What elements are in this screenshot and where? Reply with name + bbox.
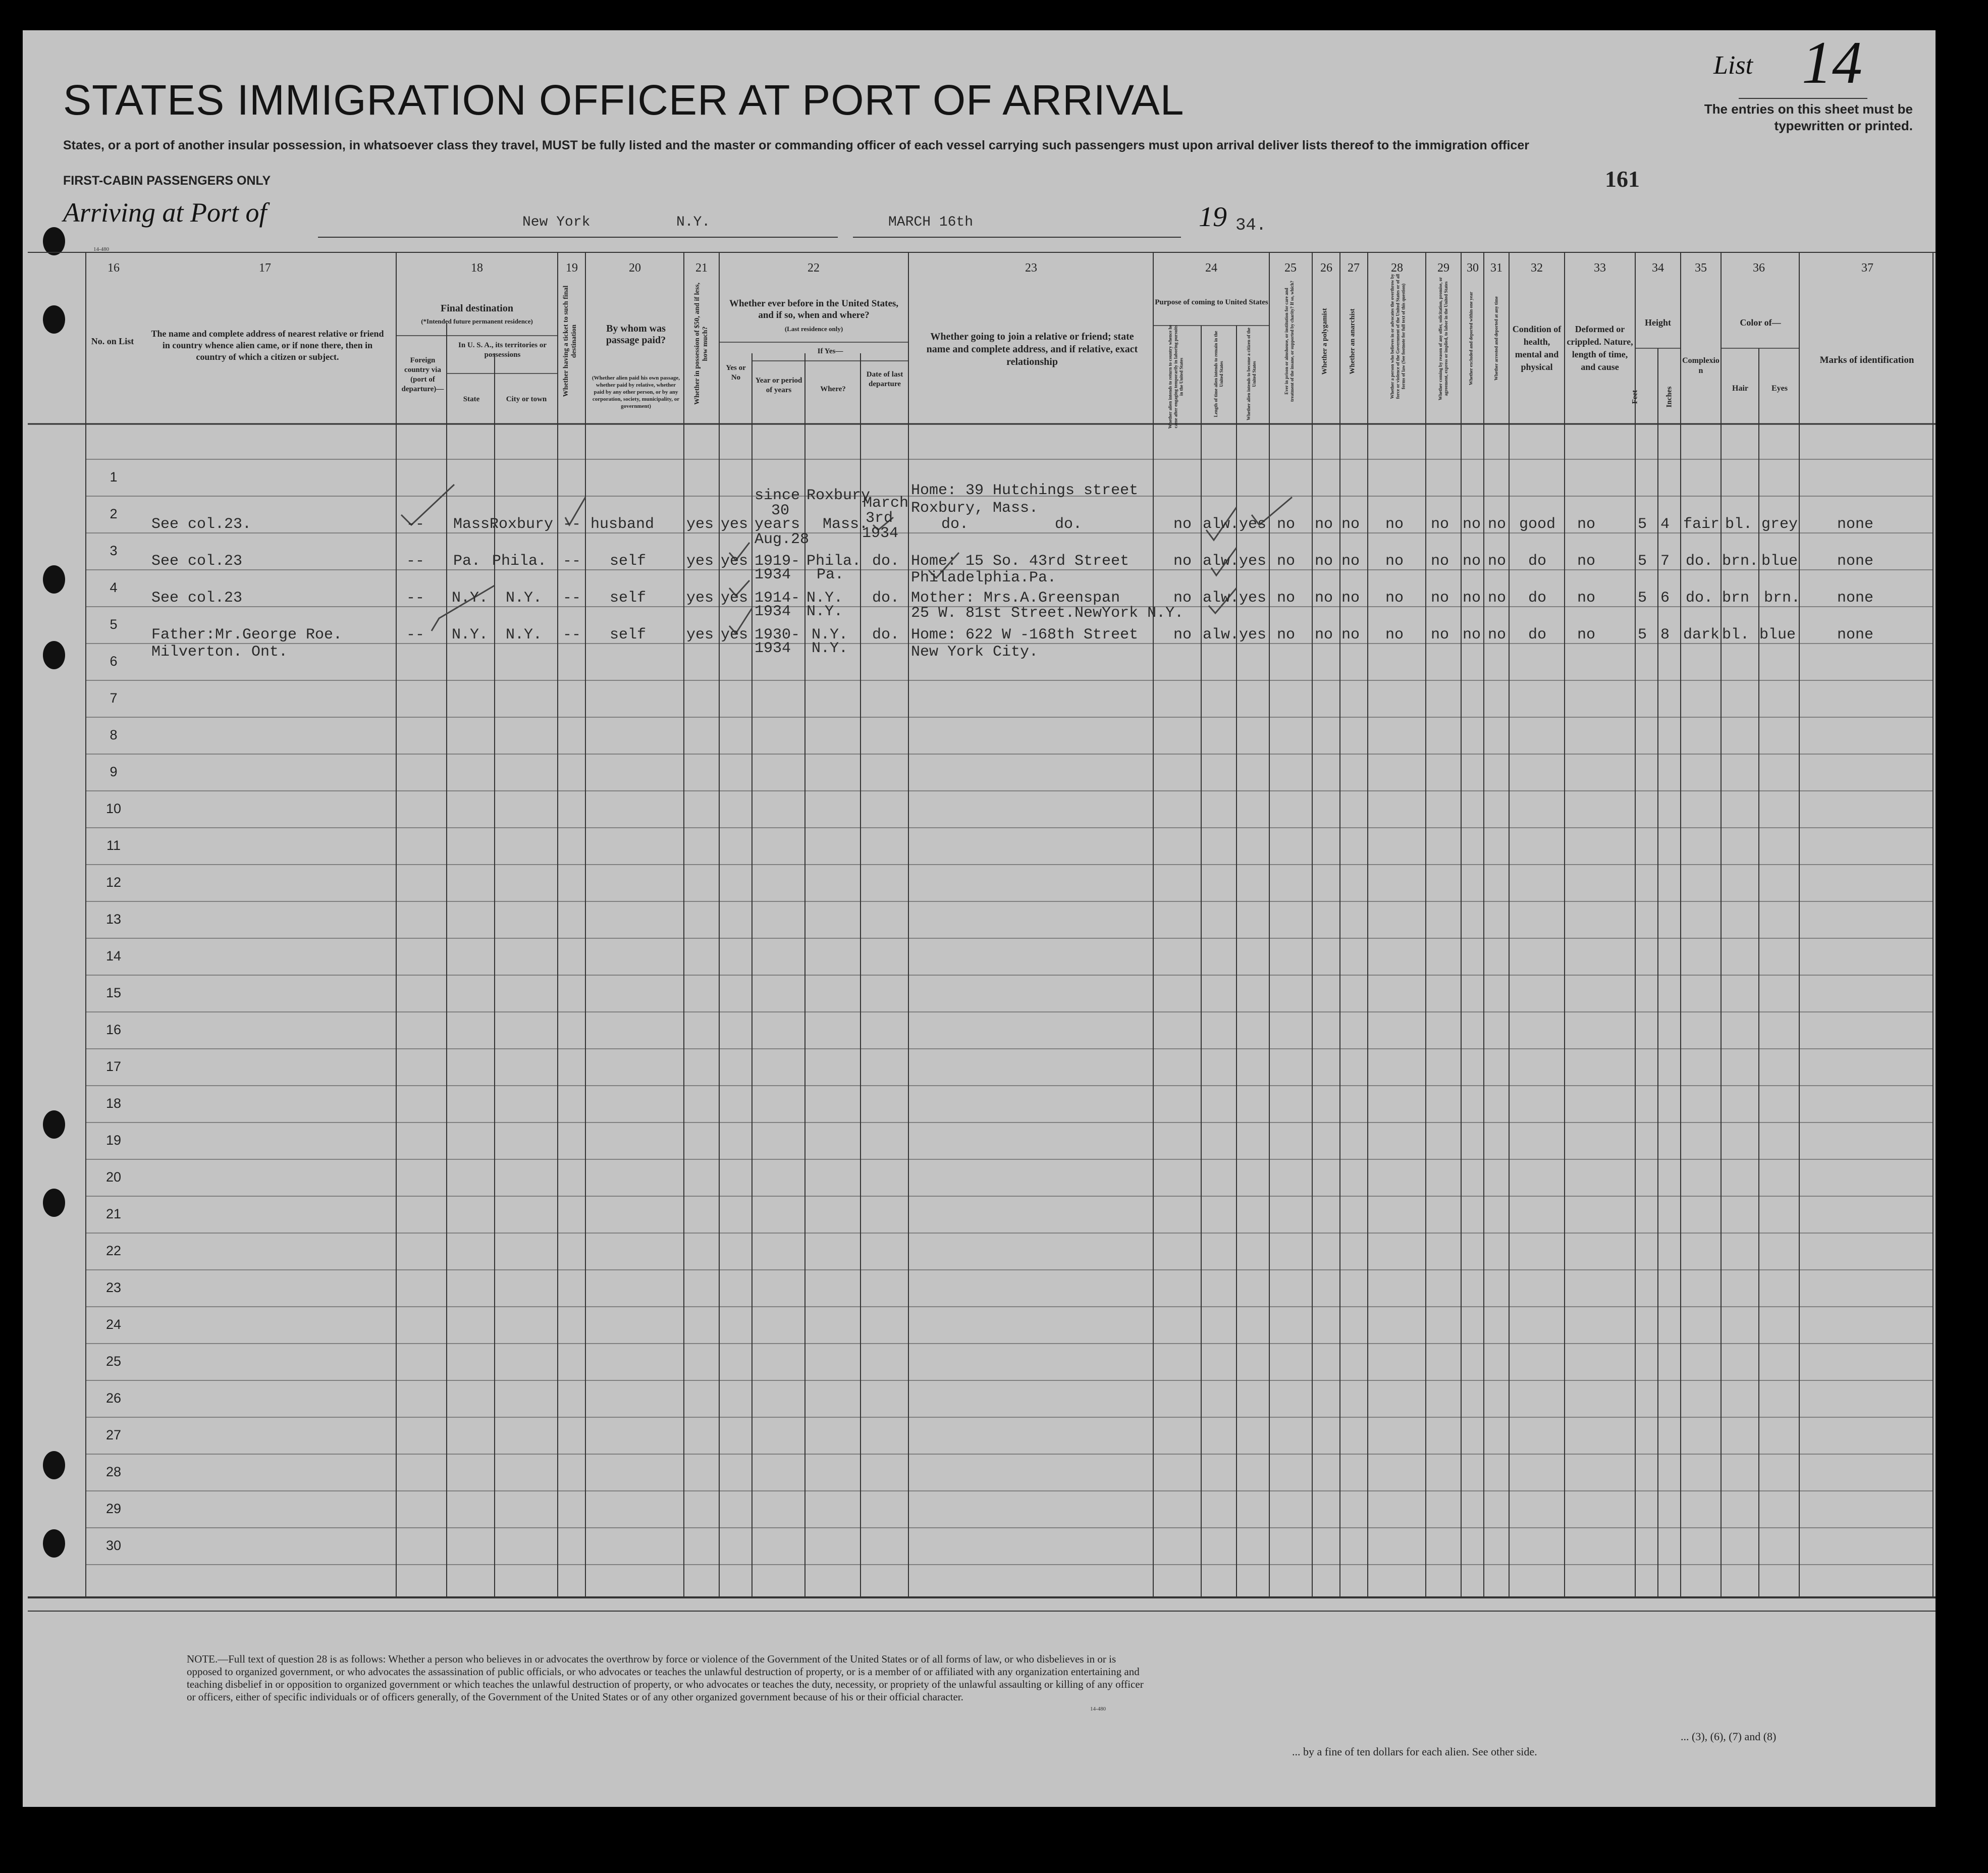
col-number: 36 xyxy=(1753,261,1765,275)
row-rules xyxy=(86,459,1933,1565)
entry-period: 1934 xyxy=(755,566,791,583)
col-number: 31 xyxy=(1490,261,1502,275)
class-line: FIRST-CABIN PASSENGERS ONLY xyxy=(63,174,271,188)
entry-c30: no xyxy=(1463,590,1481,607)
entry-prison: no xyxy=(1277,626,1296,644)
header-state: State xyxy=(463,395,480,403)
entry-length: alw. xyxy=(1203,516,1240,533)
row-number: 12 xyxy=(105,875,122,890)
entry-c31: no xyxy=(1488,626,1507,644)
col-number: 35 xyxy=(1695,261,1707,275)
entry-relative: See col.23 xyxy=(151,590,243,607)
entry-period: 1930- xyxy=(755,626,800,644)
entry-marks: none xyxy=(1837,516,1874,533)
column-rules xyxy=(86,252,1933,1597)
entry-polygamist: no xyxy=(1315,626,1333,644)
header-passage-paid: By whom was passage paid? xyxy=(606,323,666,346)
year-prefix: 19 xyxy=(1199,201,1227,233)
entry-money: yes xyxy=(686,553,714,570)
entry-c31: no xyxy=(1488,553,1507,570)
entry-feet: 5 xyxy=(1638,516,1647,533)
entry-c28: no xyxy=(1385,553,1404,570)
entry-hair: bl. xyxy=(1725,516,1753,533)
entry-departure: do. xyxy=(872,626,900,644)
row-number: 11 xyxy=(106,838,121,853)
entry-c28: no xyxy=(1385,626,1404,644)
form-code-top: 14-480 xyxy=(93,246,110,252)
col-number: 24 xyxy=(1205,261,1217,275)
arrival-date: MARCH 16th xyxy=(888,215,974,230)
entry-period: Aug.28 xyxy=(755,531,810,548)
header-color-of: Color of— xyxy=(1740,317,1781,328)
entry-anarchist: no xyxy=(1341,590,1360,607)
header-prison: Ever in prison or almshouse, or institution for care and treatment of the insane, or supported by charity? If so, which? xyxy=(1284,281,1295,402)
entry-departure: do. xyxy=(872,590,900,607)
row-number: 30 xyxy=(105,1538,122,1553)
entry-hair: brn xyxy=(1722,590,1750,607)
header-where: Where? xyxy=(820,385,846,393)
row-number: 28 xyxy=(105,1464,122,1479)
form-title: STATES IMMIGRATION OFFICER AT PORT OF ARRIVAL xyxy=(63,76,1185,124)
entry-deformed: no xyxy=(1577,553,1596,570)
header-ticket: Whether having a ticket to such final destination xyxy=(562,285,578,397)
row-number: 19 xyxy=(105,1133,122,1148)
header-yes-no: Yes or No xyxy=(726,364,746,382)
header-purpose-length: Length of time alien intends to remain in the United States xyxy=(1213,331,1224,417)
entry-prison: no xyxy=(1277,516,1296,533)
entry-return: no xyxy=(1173,590,1192,607)
entry-length: alw. xyxy=(1203,590,1240,607)
entry-eyes: grey xyxy=(1761,516,1798,533)
entry-period: 1934 xyxy=(755,640,791,657)
entry-health: good xyxy=(1519,516,1556,533)
entry-relative: See col.23 xyxy=(151,553,243,570)
header-passage-paid-sub: (Whether alien paid his own passage, whether paid by relative, whether paid by any other person, or by any corporation, society, municipality, or government) xyxy=(592,375,680,409)
entry-c29: no xyxy=(1431,516,1449,533)
col-number: 23 xyxy=(1025,261,1037,275)
entry-c29: no xyxy=(1431,590,1449,607)
entry-inches: 8 xyxy=(1660,626,1670,644)
entry-c29: no xyxy=(1431,626,1449,644)
entry-c28: no xyxy=(1385,516,1404,533)
entry-return: no xyxy=(1173,516,1192,533)
entry-join: New York City. xyxy=(911,644,1039,661)
entry-deformed: no xyxy=(1577,626,1596,644)
entry-citizen: yes xyxy=(1239,626,1267,644)
header-arrested: Whether arrested and deported at any time xyxy=(1493,296,1499,381)
entry-eyes: brn. xyxy=(1764,590,1801,607)
header-purpose-return: Whether alien intends to return to country whence he came after engaging temporarily in laboring pursuits in the United States xyxy=(1167,325,1184,429)
row-number: 26 xyxy=(105,1390,122,1406)
col-number: 18 xyxy=(471,261,483,275)
entry-where: Pa. xyxy=(817,566,844,583)
entry-state: N.Y. xyxy=(452,626,489,644)
entry-departure: March xyxy=(863,495,909,512)
col-number: 34 xyxy=(1652,261,1664,275)
entry-marks: none xyxy=(1837,626,1874,644)
entry-paid-by: self xyxy=(610,626,647,644)
entry-departure: do. xyxy=(872,553,900,570)
col-number: 20 xyxy=(629,261,641,275)
header-labor-offer: Whether coming by reason of any offer, solicitation, promise, or agreement, express or implied, to labor in the United States xyxy=(1438,277,1448,401)
entry-paid-by: self xyxy=(610,590,647,607)
entry-before: yes xyxy=(721,590,748,607)
underlying-page-text: ... (3), (6), (7) and (8) xyxy=(1681,1730,1777,1743)
header-money: Whether in possession of $50, and if less, how much? xyxy=(693,282,709,405)
entry-relative: Father:Mr.George Roe. xyxy=(151,626,343,644)
header-date-last-departure: Date of last departure xyxy=(866,370,903,388)
entry-feet: 5 xyxy=(1638,626,1647,644)
header-marks: Marks of identification xyxy=(1819,355,1914,365)
entry-period: 1914- xyxy=(755,590,800,607)
row-number: 22 xyxy=(105,1243,122,1258)
entry-join-do: do. xyxy=(941,516,969,533)
entry-complexion: dark xyxy=(1683,626,1720,644)
entry-join: Home: 39 Hutchings street xyxy=(911,482,1139,499)
entry-money: yes xyxy=(686,590,714,607)
header-final-destination: Final destination xyxy=(441,303,513,314)
entry-foreign: -- xyxy=(406,590,425,607)
entry-where: N.Y. xyxy=(812,626,848,644)
row-number: 3 xyxy=(110,543,118,558)
row-number: 24 xyxy=(105,1317,122,1332)
col-number: 19 xyxy=(566,261,578,275)
entry-prison: no xyxy=(1277,590,1296,607)
entry-state: Mass. xyxy=(453,516,499,533)
entry-marks: none xyxy=(1837,590,1874,607)
entry-before: yes xyxy=(721,516,748,533)
entry-length: alw. xyxy=(1203,553,1240,570)
row-number: 21 xyxy=(105,1206,122,1221)
entry-inches: 7 xyxy=(1660,553,1670,570)
header-deformed: Deformed or crippled. Nature, length of time, and cause xyxy=(1567,324,1633,372)
entry-foreign: -- xyxy=(406,626,425,644)
intro-text: States, or a port of another insular possession, in whatsoever class they travel, MUST be fully listed and the master or commanding officer of each vessel carrying such passengers must upon arrival deliver lists thereof to the immigration officer xyxy=(63,138,1529,152)
entry-hair: bl. xyxy=(1722,626,1750,644)
entry-length: alw. xyxy=(1203,626,1240,644)
entry-feet: 5 xyxy=(1638,590,1647,607)
row-number: 18 xyxy=(105,1096,122,1111)
row-number: 5 xyxy=(110,617,118,632)
entry-before: yes xyxy=(721,553,748,570)
header-hair: Hair xyxy=(1732,384,1748,393)
header-ever-before: Whether ever before in the United States, and if so, when and where? xyxy=(729,298,899,320)
entry-marks: none xyxy=(1837,553,1874,570)
entry-join-do: do. xyxy=(1055,516,1083,533)
entry-where: Roxbury xyxy=(807,487,871,504)
underlying-page-text: ... by a fine of ten dollars for each alien. See other side. xyxy=(1292,1745,1537,1758)
header-complexion: Complexion xyxy=(1682,356,1720,375)
entry-join: 25 W. 81st Street.NewYork N.Y. xyxy=(911,605,1184,622)
entry-health: do xyxy=(1528,590,1547,607)
entry-c30: no xyxy=(1463,516,1481,533)
entry-return: no xyxy=(1173,626,1192,644)
header-purpose: Purpose of coming to United States xyxy=(1155,298,1268,306)
entry-relative: Milverton. Ont. xyxy=(151,644,288,661)
header-anarchist: Whether an anarchist xyxy=(1349,308,1357,374)
entry-anarchist: no xyxy=(1341,553,1360,570)
row-number: 14 xyxy=(105,948,122,964)
entry-ticket: -- xyxy=(563,553,581,570)
row-number: 15 xyxy=(105,985,122,1000)
entry-citizen: yes xyxy=(1239,516,1267,533)
entry-foreign: -- xyxy=(406,553,425,570)
entry-period: 1934 xyxy=(755,603,791,620)
entry-prison: no xyxy=(1277,553,1296,570)
entry-citizen: yes xyxy=(1239,553,1267,570)
header-no-on-list: No. on List xyxy=(91,336,134,346)
entry-c29: no xyxy=(1431,553,1449,570)
entry-departure: 1934 xyxy=(862,525,899,542)
entry-eyes: blue xyxy=(1759,626,1796,644)
row-number: 27 xyxy=(105,1427,122,1442)
header-ever-before-sub: (Last residence only) xyxy=(784,325,843,333)
header-height: Height xyxy=(1645,317,1671,328)
entry-complexion: do. xyxy=(1686,553,1713,570)
row-number: 13 xyxy=(105,912,122,927)
col-number: 27 xyxy=(1348,261,1360,275)
header-year-period: Year or period of years xyxy=(755,377,802,394)
entry-deformed: no xyxy=(1577,516,1596,533)
typewritten-instruction: The entries on this sheet must be typewritten or printed. xyxy=(1704,101,1913,133)
entry-ticket: -- xyxy=(563,626,581,644)
row-number: 1 xyxy=(110,469,118,485)
row-number: 6 xyxy=(110,654,118,669)
col-number: 22 xyxy=(808,261,820,275)
col-number: 28 xyxy=(1391,261,1403,275)
entry-period: years xyxy=(755,516,800,533)
entry-where: Mass. xyxy=(823,516,869,533)
entry-relative: See col.23. xyxy=(151,516,252,533)
entry-money: yes xyxy=(686,516,714,533)
entry-anarchist: no xyxy=(1341,626,1360,644)
col-number: 25 xyxy=(1284,261,1297,275)
entry-c31: no xyxy=(1488,516,1507,533)
entry-departure: 3rd xyxy=(866,510,893,527)
entry-join: Roxbury, Mass. xyxy=(911,500,1039,517)
entry-money: yes xyxy=(686,626,714,644)
entry-join: Home: 622 W -168th Street xyxy=(911,626,1139,644)
header-city: City or town xyxy=(506,395,547,403)
entry-join: Mother: Mrs.A.Greenspan xyxy=(911,590,1120,607)
year-suffix: 34. xyxy=(1235,216,1267,235)
entry-polygamist: no xyxy=(1315,516,1333,533)
entry-c31: no xyxy=(1488,590,1507,607)
entry-paid-by: husband xyxy=(590,516,655,533)
entry-city: Roxbury xyxy=(490,516,554,533)
entry-complexion: do. xyxy=(1686,590,1713,607)
col-number: 29 xyxy=(1437,261,1449,275)
entry-paid-by: self xyxy=(610,553,647,570)
header-purpose-citizen: Whether alien intends to become a citizen of the United States xyxy=(1246,328,1257,420)
entry-inches: 4 xyxy=(1660,516,1670,533)
entry-feet: 5 xyxy=(1638,553,1647,570)
entry-polygamist: no xyxy=(1315,553,1333,570)
row-number: 16 xyxy=(105,1022,122,1037)
list-number: 14 xyxy=(1802,29,1862,96)
header-inches: Inches xyxy=(1665,386,1674,408)
entry-where: Phila. xyxy=(807,553,862,570)
port-name: New York xyxy=(522,215,590,230)
entry-c28: no xyxy=(1385,590,1404,607)
header-if-yes: If Yes— xyxy=(817,347,843,355)
header-final-destination-sub: (*Intended future permanent residence) xyxy=(421,317,533,325)
entry-before: yes xyxy=(721,626,748,644)
header-in-usa: In U. S. A., its territories or possessions xyxy=(458,341,547,359)
row-number: 29 xyxy=(105,1501,122,1516)
entry-period: 30 xyxy=(771,502,790,519)
header-relative-address: The name and complete address of nearest relative or friend in country whence alien came, or if none there, then in country of which a citizen or subject. xyxy=(151,329,384,362)
row-number: 4 xyxy=(110,580,118,595)
entry-eyes: blue xyxy=(1761,553,1798,570)
list-label: List xyxy=(1713,51,1753,80)
row-number: 23 xyxy=(105,1280,122,1295)
header-feet: Feet xyxy=(1631,390,1639,404)
entry-ticket: -- xyxy=(563,590,581,607)
row-number: 9 xyxy=(110,764,118,779)
header-polygamist: Whether a polygamist xyxy=(1321,308,1329,375)
entry-return: no xyxy=(1173,553,1192,570)
entry-city: N.Y. xyxy=(506,626,543,644)
header-foreign-country: Foreign country via (port of departure)— xyxy=(401,356,444,393)
entry-period: 1919- xyxy=(755,553,800,570)
row-number: 17 xyxy=(105,1059,122,1074)
entry-period: since xyxy=(755,487,800,504)
entry-health: do xyxy=(1528,626,1547,644)
header-going-to-join: Whether going to join a relative or friend; state name and complete address, and if relative, exact relationship xyxy=(926,331,1138,367)
col-number: 26 xyxy=(1320,261,1332,275)
row-number: 25 xyxy=(105,1354,122,1369)
header-excluded: Whether excluded and deported within one year xyxy=(1468,291,1474,386)
entry-polygamist: no xyxy=(1315,590,1333,607)
entry-state: Pa. xyxy=(453,553,481,570)
entry-city: Phila. xyxy=(492,553,547,570)
entry-deformed: no xyxy=(1577,590,1596,607)
row-number: 7 xyxy=(110,690,118,706)
col-number: 37 xyxy=(1861,261,1873,275)
entry-state: N.Y. xyxy=(452,590,489,607)
entry-inches: 6 xyxy=(1660,590,1670,607)
col-number: 16 xyxy=(108,261,120,275)
header-health: Condition of health, mental and physical xyxy=(1512,324,1562,372)
entry-c30: no xyxy=(1463,626,1481,644)
col-number: 33 xyxy=(1594,261,1606,275)
entry-hair: brn. xyxy=(1722,553,1759,570)
col-number: 30 xyxy=(1467,261,1479,275)
row-number: 8 xyxy=(110,727,118,742)
entry-citizen: yes xyxy=(1239,590,1267,607)
entry-ticket: -- xyxy=(563,516,581,533)
row-number: 10 xyxy=(105,801,122,816)
arriving-label: Arriving at Port of xyxy=(63,197,267,228)
col-number: 21 xyxy=(695,261,708,275)
row-number: 2 xyxy=(110,506,118,521)
entry-join: Philadelphia.Pa. xyxy=(911,569,1057,586)
entry-city: N.Y. xyxy=(506,590,543,607)
entry-c30: no xyxy=(1463,553,1481,570)
form-code-bottom: 14-480 xyxy=(1090,1706,1106,1712)
entry-where: N.Y. xyxy=(807,590,843,607)
sheet-number: 161 xyxy=(1605,166,1640,192)
col-number: 17 xyxy=(259,261,271,275)
col-number: 32 xyxy=(1531,261,1543,275)
entry-health: do xyxy=(1528,553,1547,570)
row-number: 20 xyxy=(105,1169,122,1185)
entry-foreign: -- xyxy=(406,516,425,533)
entry-where: N.Y. xyxy=(812,640,848,657)
entry-anarchist: no xyxy=(1341,516,1360,533)
entry-where: N.Y. xyxy=(807,603,843,620)
question-28-note: NOTE.—Full text of question 28 is as follows: Whether a person who believes in or advocates the overthrow by force or violence of the Government of the United States or of all forms of law, or who disbelieves in or is opposed to organized government, or who advocates the assassination of public officials, or who advocates or teaches the unlawful destruction of property, or is a member of or affiliated with any organization entertaining and teaching disbelief in or opposition to organized government or which teaches the unlawful destruction of property, or who advocates or teaches the duty, necessity, or propriety of the unlawful assaulting or killing of any officer or officers, either of specific individuals or of officers generally, of the Government of the United States or of any other organized government because of his or their official character. xyxy=(187,1653,1144,1703)
entry-complexion: fair xyxy=(1683,516,1720,533)
entry-join: Home: 15 So. 43rd Street xyxy=(911,553,1130,570)
header-overthrow: Whether a person who believes in or advocates the overthrow by force or violence of the Government of the United States or of all forms of law (See footnote for full text of this question) xyxy=(1389,274,1406,399)
header-eyes: Eyes xyxy=(1771,384,1788,393)
port-state: N.Y. xyxy=(676,215,711,230)
